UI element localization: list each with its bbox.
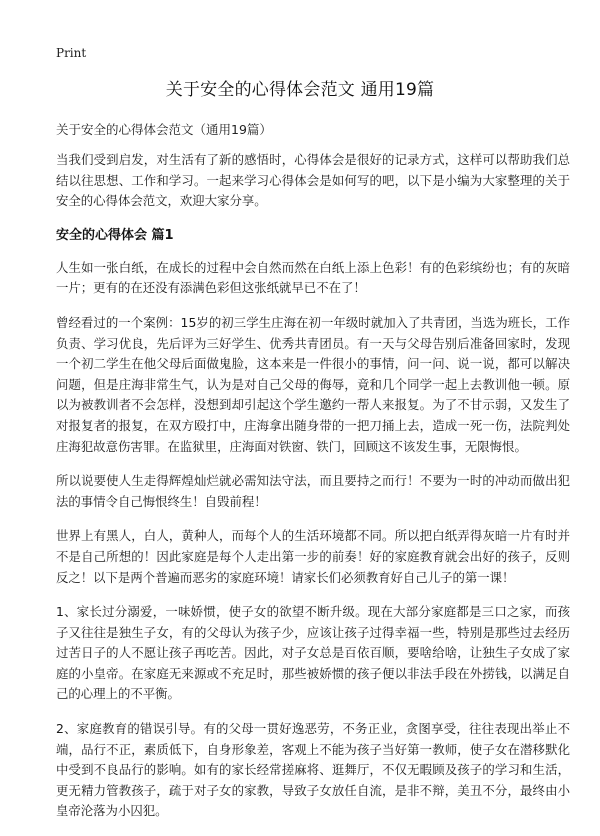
section-heading: 安全的心得体会 篇1 <box>56 227 174 243</box>
paragraph-6: 2、家庭教育的错误引导。有的父母一贯好逸恶劳，不务正业，贪图享受，往往表现出举止不端，品行不正，素质低下，自身形象差，客观上不能为孩子当好第一教师，使子女在潜移默化中受到不良品行的影响。如有的家长经常搓麻将、逛舞厅，不仅无暇顾及孩子的学习和生活，更无精力管教孩子，疏于对子女的家教，导致子女放任自流，是非不辩，美丑不分，最终由小皇帝沦落为小囚犯。 <box>56 721 570 819</box>
subtitle: 关于安全的心得体会范文（通用19篇） <box>56 122 272 137</box>
paragraph-2: 曾经看过的一个案例：15岁的初三学生庄海在初一年级时就加入了共青团，当选为班长，工作负责、学习优良，先后评为三好学生、优秀共青团员。有一天与父母告别后准备回家时，发现一个初二学生在他父母后面做鬼脸，这本来是一件很小的事情，问一问、说一说，都可以解决问题，但是庄海非常生气，认为是对自己父母的侮辱，竟和几个同学一起上去教训他一顿。原以为被教训者不会怎样，没想到却引起这个学生邀约一帮人来报复。为了不甘示弱，又发生了对报复者的报复，在双方殴打中，庄海拿出随身带的一把刀捅上去，造成一死一伤，法院判处庄海犯故意伤害罪。在监狱里，庄海面对铁窗、铁门，回顾这不该发生事，无限悔恨。 <box>56 314 570 454</box>
paragraph-1: 人生如一张白纸，在成长的过程中会自然而然在白纸上添上色彩！有的色彩缤纷也；有的灰暗一片；更有的在还没有添满色彩但这张纸就早已不在了！ <box>56 259 570 296</box>
paragraph-5: 1、家长过分溺爱，一味娇惯，使子女的欲望不断升级。现在大部分家庭都是三口之家，而孩子又往往是独生子女，有的父母认为孩子少，应该让孩子过得幸福一些，特别是那些过去经历过苦日子的人不愿让孩子再吃苦。因此，对子女总是百依百顺，要啥给啥，让独生子女成了家庭的小皇帝。在家庭无来源或不充足时，那些被娇惯的孩子便以非法手段在外捞钱，以满足自己的心理上的不平衡。 <box>56 604 570 702</box>
paragraph-4: 世界上有黑人，白人，黄种人，而每个人的生活环境都不同。所以把白纸弄得灰暗一片有时并不是自己所想的！因此家庭是每个人走出第一步的前奏！好的家庭教育就会出好的孩子，反则反之！以下是两个普遍而恶劣的家庭环境！请家长们必须教育好自己儿子的第一课！ <box>56 528 570 585</box>
print-label[interactable]: Print <box>56 46 87 60</box>
intro-paragraph: 当我们受到启发，对生活有了新的感悟时，心得体会是很好的记录方式，这样可以帮助我们总结以往思想、工作和学习。一起来学习心得体会是如何写的吧，以下是小编为大家整理的关于安全的心得体会范文，欢迎大家分享。 <box>56 152 570 209</box>
paragraph-3: 所以说要使人生走得辉煌灿烂就必需知法守法，而且要持之而行！不要为一时的冲动而做出犯法的事情令自己悔恨终生！自毁前程！ <box>56 473 570 509</box>
article-body <box>56 150 570 836</box>
page-title: 关于安全的心得体会范文 通用19篇 <box>165 80 435 100</box>
